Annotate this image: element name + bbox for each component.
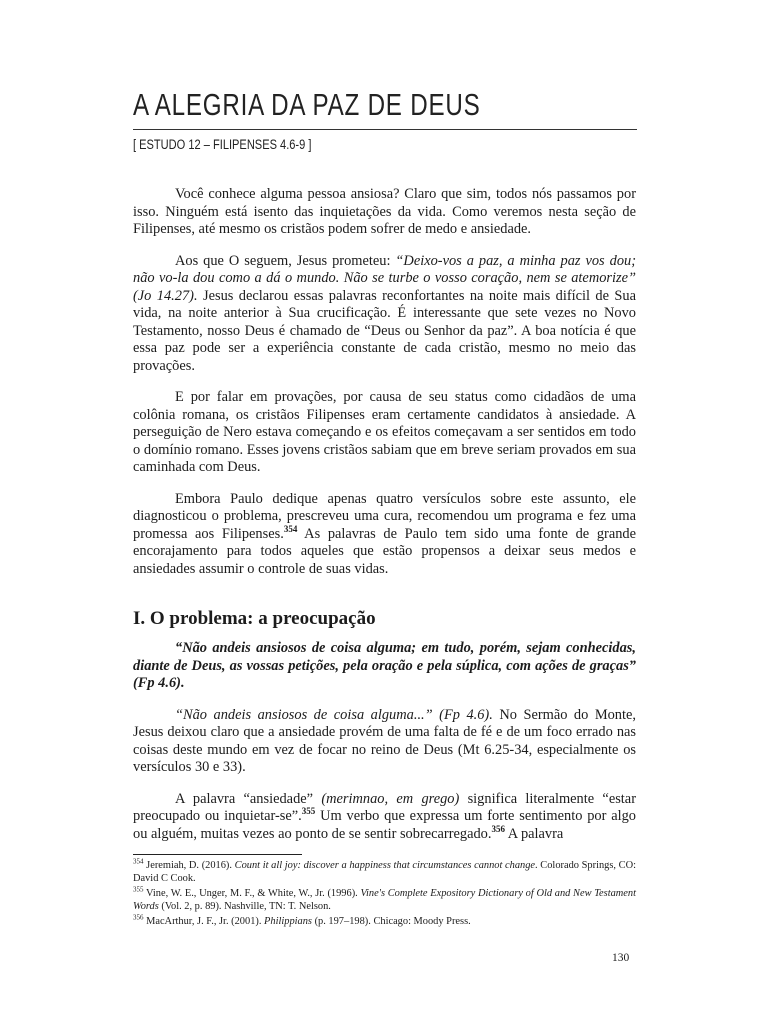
page-title: A ALEGRIA DA PAZ DE DEUS — [133, 87, 481, 122]
section-p1-quote: “Não andeis ansiosos de coisa alguma...” (Fp 4.6). — [175, 706, 493, 723]
footnotes — [133, 859, 636, 930]
title-divider — [133, 129, 637, 130]
p2-lead: Aos que O seguem, Jesus prometeu: — [175, 252, 396, 269]
p4-lead: Embora Paulo dedique apenas quatro versículos sobre este assunto, ele diagnosticou o problema, prescreveu uma cura, recomendou um programa e fez uma promessa aos Filipenses. — [133, 490, 636, 542]
section-paragraph-1 — [133, 707, 636, 777]
footnote-ref-355[interactable]: 355 — [301, 806, 316, 817]
intro-paragraph-3: E por falar em provações, por causa de seu status como cidadãos de uma colônia romana, os cristãos Filipenses eram certamente candidatos à ansiedade. A perseguição de Nero estava começando e os efeitos começavam a ser sentidos em todo o domínio romano. Esses jovens cristãos sabiam que em breve seriam provados em sua caminhada com Deus. — [133, 389, 636, 475]
section-p1-rest: No Sermão do Monte, Jesus deixou claro que a ansiedade provém de uma falta de fé e de um foco errado nas coisas deste mundo em vez de focar no reino de Deus (Mt 6.25-34, especialmente os versículos 30 e 33). — [133, 706, 636, 775]
section-text — [133, 640, 636, 857]
section-p2-a: A palavra “ansiedade” — [175, 790, 322, 807]
footnote-number: 355 — [133, 885, 144, 894]
footnote-text: . Colorado Springs, CO: David C Cook. — [133, 860, 636, 884]
section-verse: “Não andeis ansiosos de coisa alguma; em tudo, porém, sejam conhecidas, diante de Deus, as vossas petições, pela oração e pela súplica, com ações de graças” (Fp 4.6). — [133, 640, 636, 691]
footnote-354 — [133, 859, 636, 885]
p2-rest: Jesus declarou essas palavras reconfortantes na noite mais difícil de Sua vida, na noite anterior à Sua crucificação. É interessante que sete vezes no Novo Testamento, nosso Deus é chamado de “Deus ou Senhor da paz”. A boa notícia é que essa paz pode ser a experiência constante de cada cristão, mesmo no meio das provações. — [133, 287, 637, 374]
page-number: 130 — [612, 952, 630, 964]
footnote-356 — [133, 915, 636, 928]
section-p2-b: significa literalmente “estar preocupado ou inquietar-se”. — [133, 790, 636, 824]
footnote-text: Vine, W. E., Unger, M. F., & White, W., Jr. (1996). — [143, 888, 361, 899]
footnote-text: (p. 197–198). Chicago: Moody Press. — [311, 916, 471, 927]
p4-rest: As palavras de Paulo tem sido uma fonte de grande encorajamento para todos aqueles que estão propensos a deixar seus medos e ansiedades assumir o controle de suas vidas. — [133, 525, 636, 577]
section-p2-c: Um verbo que expressa um forte sentimento por algo ou alguém, muitas vezes ao ponto de se sentir sobrecarregado. — [133, 808, 636, 842]
section-heading: I. O problema: a preocupação — [133, 608, 376, 629]
intro-paragraph-1: Você conhece alguma pessoa ansiosa? Claro que sim, todos nós passamos por isso. Ninguém está isento das inquietações da vida. Como veremos nesta seção de Filipenses, até mesmo os cristãos podem sofrer de medo e ansiedade. — [133, 186, 636, 237]
intro-paragraph-4 — [133, 491, 636, 579]
intro-text — [133, 186, 636, 592]
footnote-ref-356[interactable]: 356 — [491, 823, 505, 834]
footnote-title: Philippians — [264, 916, 312, 927]
intro-paragraph-2 — [133, 253, 636, 376]
footnote-text: (Vol. 2, p. 89). Nashville, TN: T. Nelson. — [158, 901, 331, 912]
section-p2-d: A palavra — [504, 825, 564, 842]
footnote-ref-354[interactable]: 354 — [283, 523, 298, 534]
section-paragraph-2 — [133, 791, 636, 844]
footnote-number: 354 — [133, 857, 144, 866]
footnote-text: Jeremiah, D. (2016). — [143, 860, 235, 871]
footnote-text: MacArthur, J. F., Jr. (2001). — [143, 916, 265, 927]
footnote-title: Vine's Complete Expository Dictionary of Old and New Testament Words — [133, 888, 636, 912]
p2-quote: “Deixo-vos a paz, a minha paz vos dou; não vo-la dou como a dá o mundo. Não se turbe o vosso coração, nem se atemorize” (Jo 14.27). — [133, 252, 637, 304]
section-p2-italic: (merimnao, em grego) — [321, 790, 460, 807]
footnote-355 — [133, 887, 636, 913]
footnote-divider — [133, 854, 302, 855]
study-subtitle: [ ESTUDO 12 – FILIPENSES 4.6-9 ] — [133, 137, 312, 152]
footnote-number: 356 — [133, 913, 144, 922]
footnote-title: Count it all joy: discover a happiness that circumstances cannot change — [234, 860, 536, 871]
